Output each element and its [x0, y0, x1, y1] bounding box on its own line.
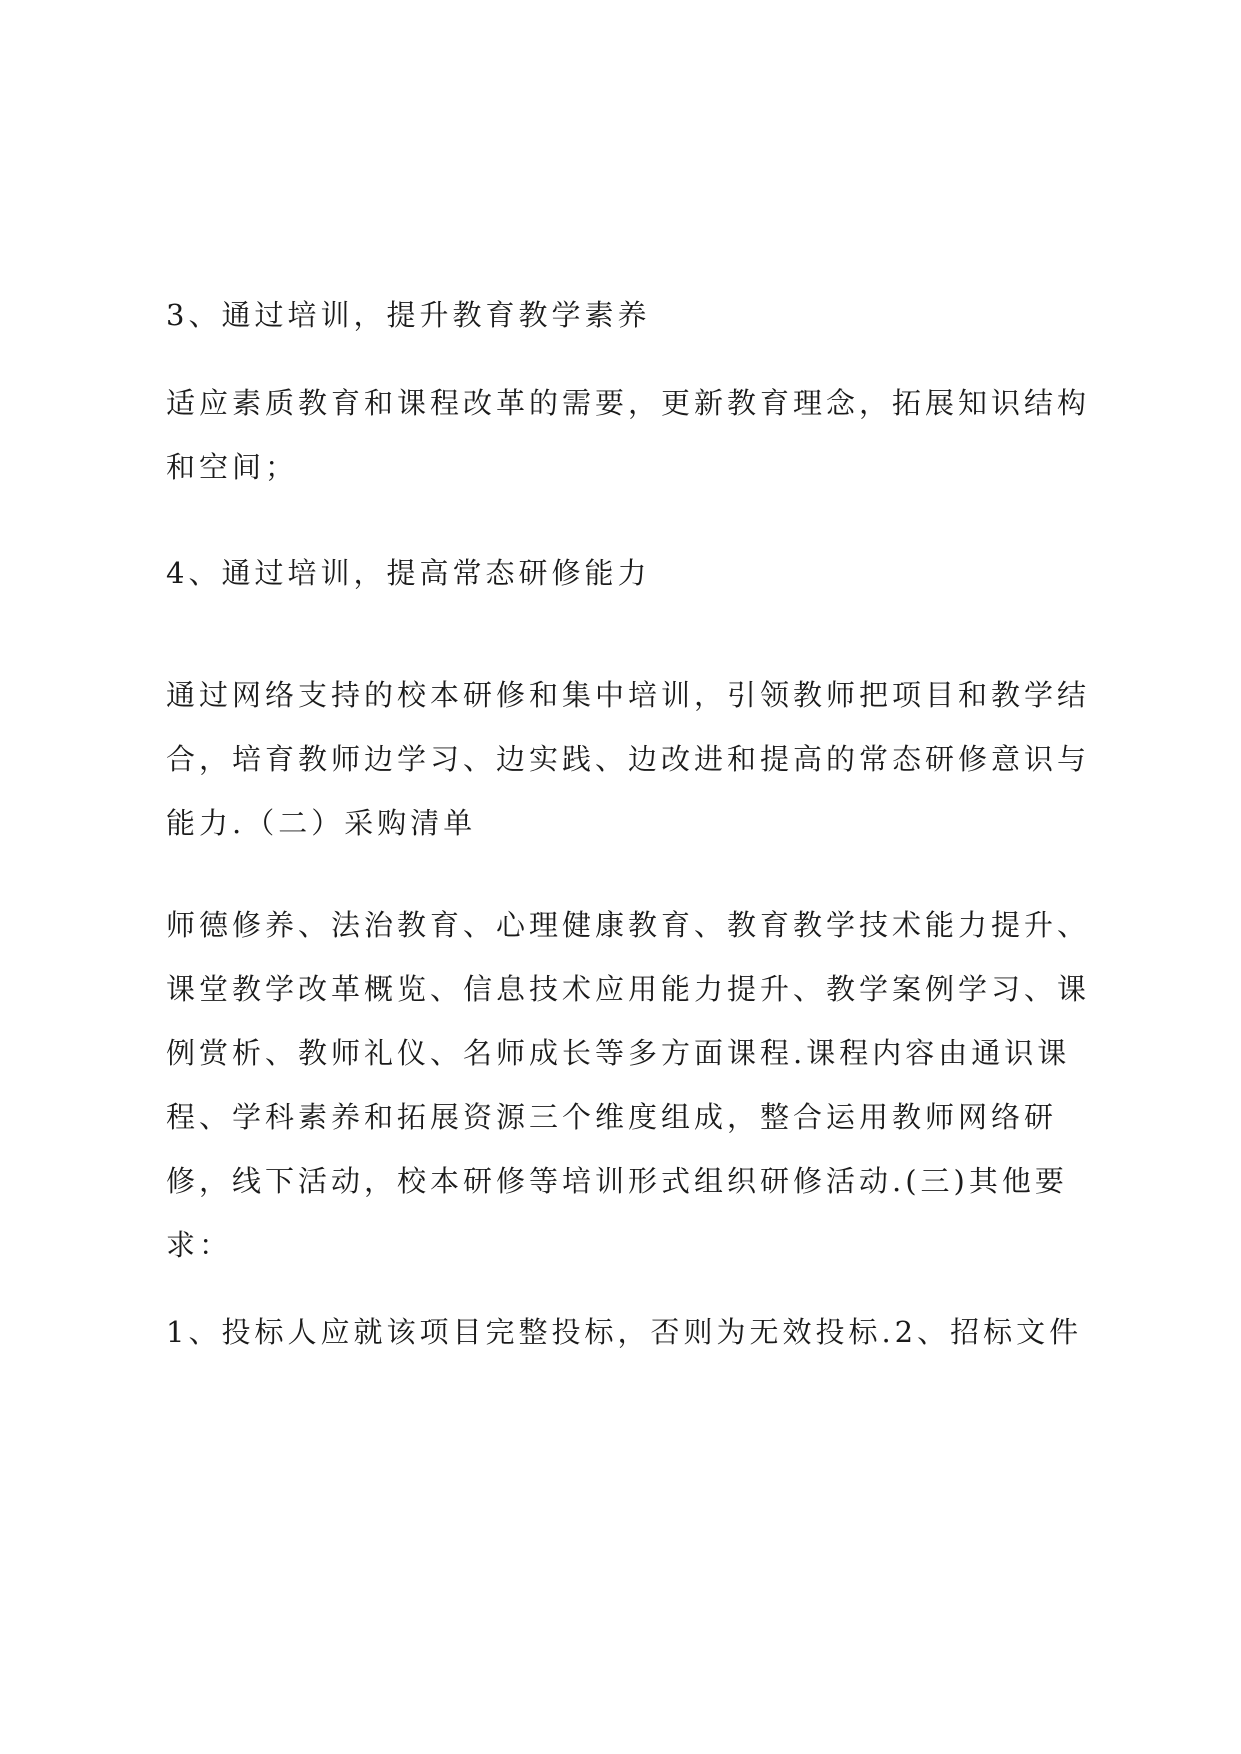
text-line: 师德修养、法治教育、心理健康教育、教育教学技术能力提升、 [166, 908, 1091, 942]
text-line: 求： [166, 1228, 233, 1262]
heading-item-4 [166, 541, 1096, 605]
text-line: 能力.（二）采购清单 [166, 806, 477, 840]
text-line: 和空间； [166, 450, 299, 484]
text-line: 课堂教学改革概览、信息技术应用能力提升、教学案例学习、课 [166, 972, 1091, 1006]
paragraph-research-ability [166, 663, 1096, 855]
paragraph-literacy [166, 371, 1096, 499]
text-line: 1、投标人应就该项目完整投标，否则为无效投标.2、招标文件 [166, 1315, 1083, 1349]
text-line: 修，线下活动，校本研修等培训形式组织研修活动.(三)其他要 [166, 1164, 1068, 1198]
text-line: 3、通过培训，提升教育教学素养 [166, 298, 651, 332]
text-line: 例赏析、教师礼仪、名师成长等多方面课程.课程内容由通识课 [166, 1036, 1071, 1070]
text-line: 程、学科素养和拓展资源三个维度组成，整合运用教师网络研 [166, 1100, 1058, 1134]
paragraph-procurement-list [166, 893, 1096, 1277]
text-line: 4、通过培训，提高常态研修能力 [166, 556, 651, 590]
text-line: 合，培育教师边学习、边实践、边改进和提高的常态研修意识与 [166, 742, 1091, 776]
text-line: 通过网络支持的校本研修和集中培训，引领教师把项目和教学结 [166, 678, 1091, 712]
paragraph-bidding-requirements [166, 1300, 1096, 1364]
text-line: 适应素质教育和课程改革的需要，更新教育理念，拓展知识结构 [166, 386, 1091, 420]
heading-item-3 [166, 283, 1096, 347]
